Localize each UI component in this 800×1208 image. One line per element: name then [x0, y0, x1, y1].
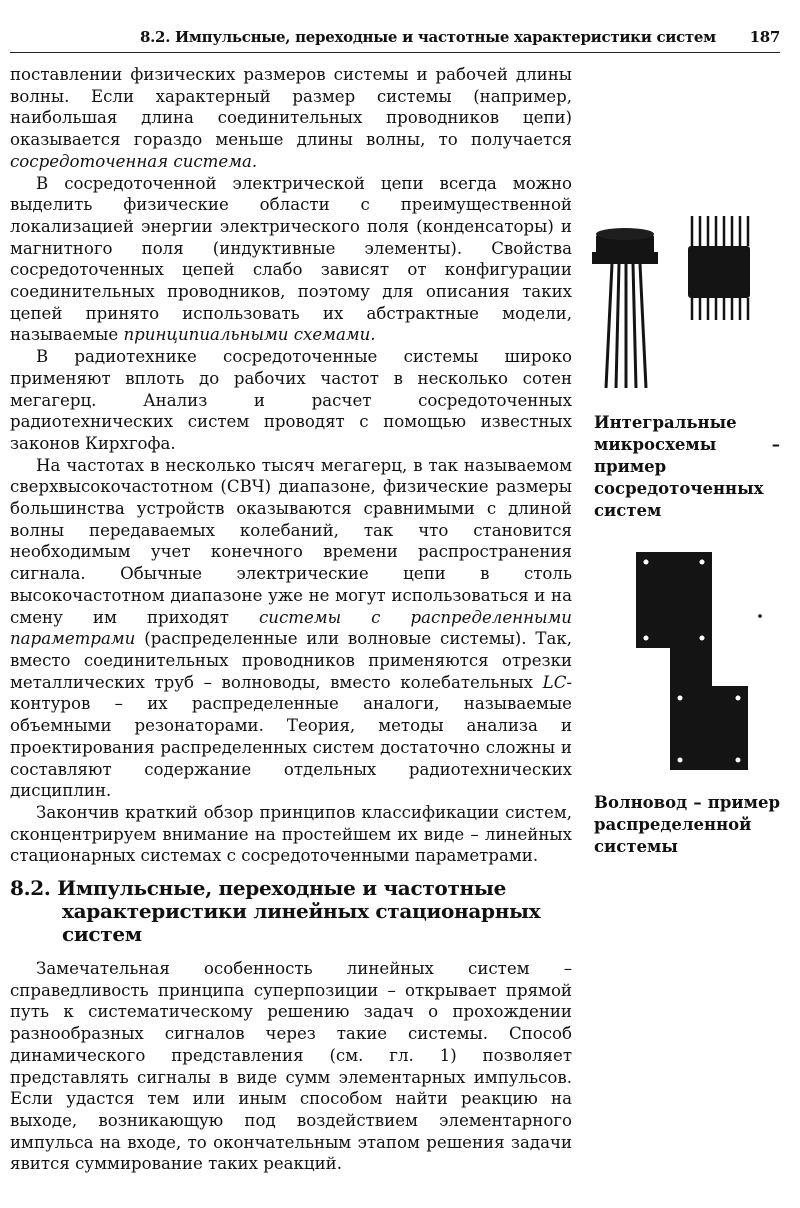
section-heading: 8.2. Импульсные, переходные и частотные характеристики линейных стационарных систем	[10, 876, 541, 947]
caption-integrated-circuits: Интегральные микросхемы – пример сосредоточенных систем	[594, 413, 780, 520]
term-schematic: принципиальными схемами.	[123, 325, 376, 345]
term-distributed-system: системы с распределенными параметрами	[10, 607, 572, 649]
running-head	[140, 28, 780, 46]
term-lumped-system: сосредоточенная система.	[10, 151, 258, 171]
paragraph-1: поставлении физических размеров системы и рабочей длины волны. Если характерный размер системы (например, наибольшая длина соединительных проводников цепи) оказывается гораздо меньше длины волны, то получается сосредоточенная система.	[10, 65, 572, 171]
paragraph-2: В сосредоточенной электрической цепи всегда можно выделить физические области с преимущественной локализацией энергии электрического поля (конденсаторы) и магнитного поля (индуктивные элементы). Свойства сосредоточенных цепей слабо зависят от конфигурации соединительных проводников, поэтому для описания таких цепей принято использовать их абстрактные модели, называемые принципиальными схемами.	[10, 173, 572, 345]
caption-waveguide: Волновод – пример распределенной системы	[594, 793, 780, 856]
paragraph-6: Замечательная особенность линейных систем – справедливость принципа суперпозиции – открывает прямой путь к систематическому решению задач о прохождении разнообразных сигналов через такие системы. Способ динамического представления (см. гл. 1) позволяет представлять сигналы в виде сумм элементарных импульсов. Если удастся тем или иным способом найти реакцию на выходе, возникающую под воздействием элементарного импульса на входе, то окончательным этапом решения задачи явится суммирование таких реакций.	[10, 959, 572, 1174]
waveguide-figure	[630, 548, 770, 776]
integrated-circuits-figure	[592, 212, 782, 392]
paragraph-4: На частотах в несколько тысяч мегагерц, в так называемом сверхвысокочастотном (СВЧ) диапазоне, физические размеры большинства устройств оказываются сравнимыми с длиной волны передаваемых колебаний, так что становится необходимым учет конечного времени распространения сигнала. Обычные электрические цепи в столь высокочастотном диапазоне уже не могут использоваться и на смену им приходят системы с распределенными параметрами (распределенные или волновые системы). Так, вместо соединительных проводников применяются отрезки металлических труб – волноводы, вместо колебательных LC-контуров – их распределенные аналоги, называемые объемными резонаторами. Теория, методы анализа и проектирования распределенных систем достаточно сложны и составляют содержание отдельных радиотехнических дисциплин.	[10, 455, 572, 801]
to-can-chip-icon	[592, 228, 658, 388]
running-head-title: 8.2. Импульсные, переходные и частотные характеристики систем	[140, 28, 716, 46]
main-text-column	[10, 64, 572, 1175]
waveguide-icon	[636, 552, 762, 770]
paragraph-3: В радиотехнике сосредоточенные системы широко применяют вплоть до рабочих частот в несколько сотен мегагерц. Анализ и расчет сосредоточенных радиотехнических систем проводят с помощью известных законов Кирхгофа.	[10, 347, 572, 453]
page-number: 187	[749, 28, 780, 46]
header-rule	[10, 52, 780, 53]
flat-package-chip-icon	[688, 216, 750, 320]
paragraph-5: Закончив краткий обзор принципов классификации систем, сконцентрируем внимание на простейшем их виде – линейных стационарных системах с сосредоточенными параметрами.	[10, 802, 572, 866]
